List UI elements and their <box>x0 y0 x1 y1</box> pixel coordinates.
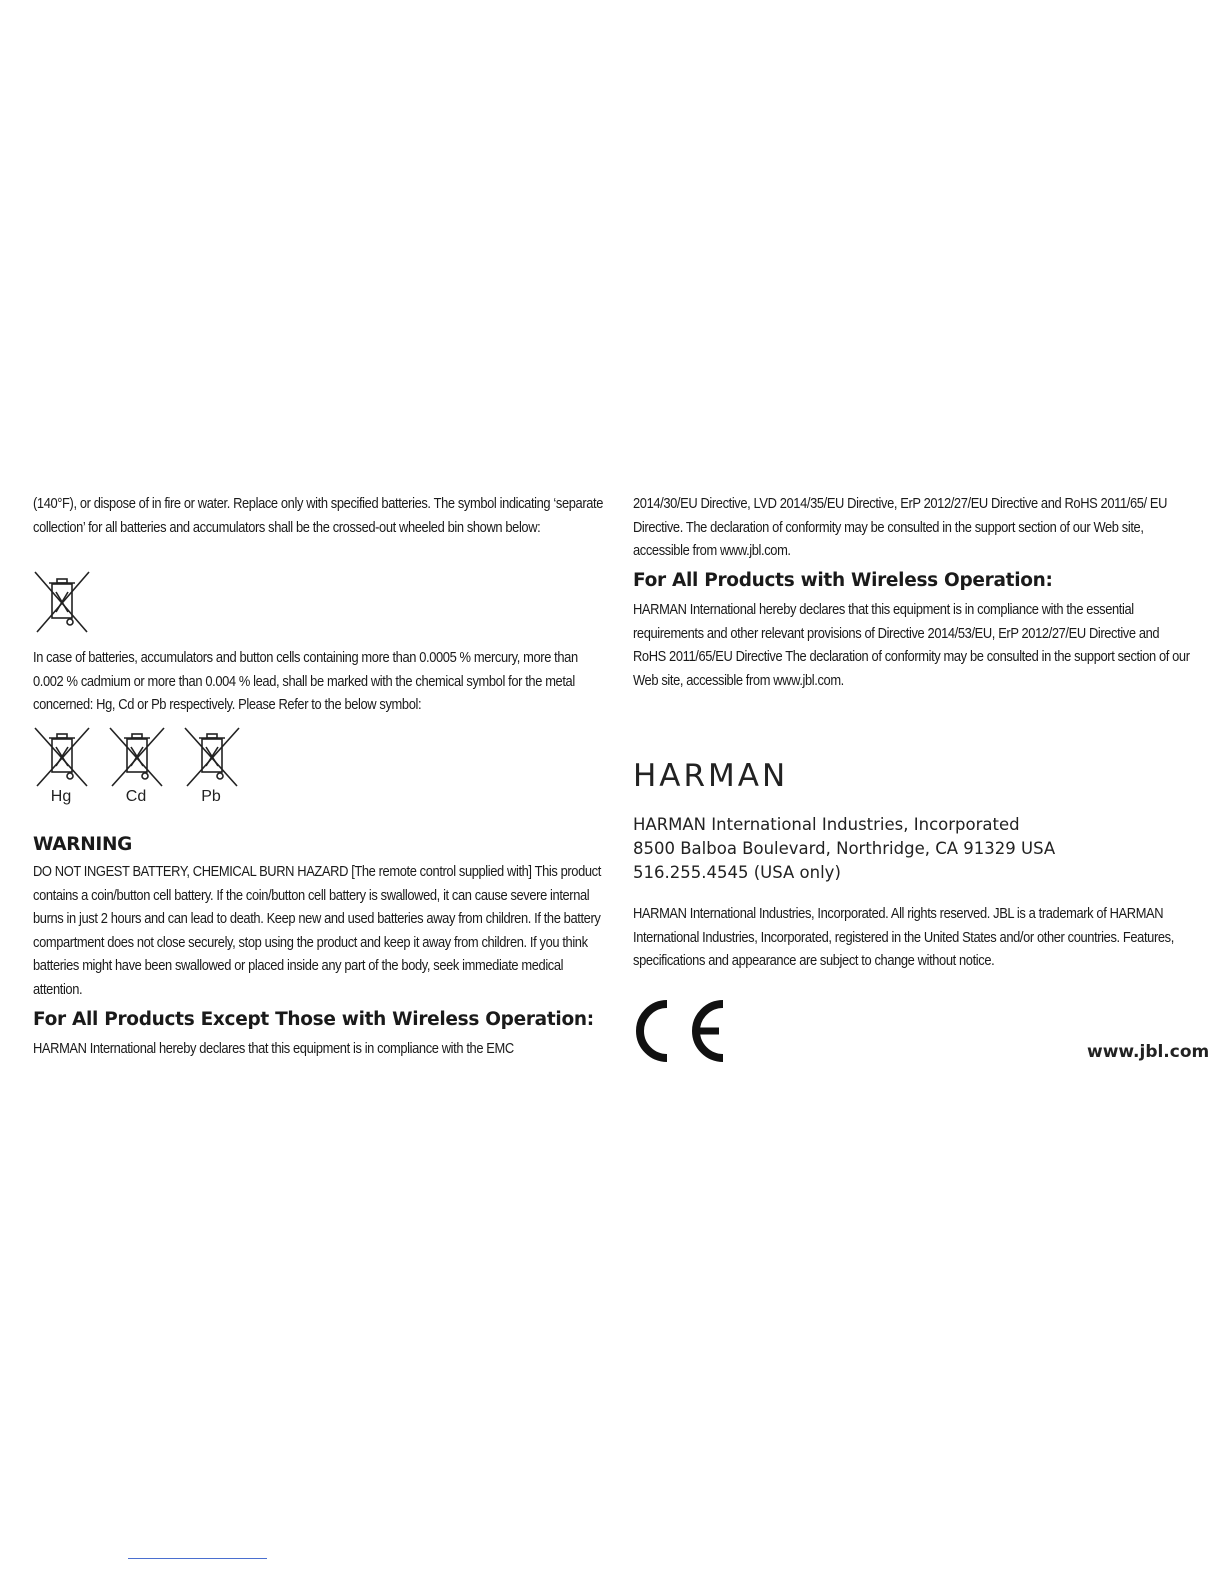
warning-heading: WARNING <box>33 834 133 855</box>
bin-pb <box>183 726 239 806</box>
chemical-symbol-text: In case of batteries, accumulators and button cells containing more than 0.0005 % mercury, more than 0.002 % cadmium or more than 0.004 % lead, shall be marked with the chemical symbol for the metal concerned: Hg, Cd or Pb respectively. Please Refer to the below symbol: <box>33 649 578 713</box>
rights-text: HARMAN International Industries, Incorporated. All rights reserved. JBL is a trademark of HARMAN International Industries, Incorporated, registered in the United States and/or other countries. Features, specifications and appearance are subject to change without notice. <box>633 905 1174 969</box>
warning-text: DO NOT INGEST BATTERY, CHEMICAL BURN HAZARD [The remote control supplied with] This product contains a coin/button cell battery. If the coin/button cell battery is swallowed, it can cause severe internal burns in just 2 hours and can lead to death. Keep new and used batteries away from children. If the battery compartment does not close securely, stop using the product and keep it away from children. If you think batteries might have been swallowed or placed inside any part of the body, seek immediate medical attention. <box>33 863 601 998</box>
bin-cd <box>108 726 164 806</box>
company-name: HARMAN International Industries, Incorporated <box>633 815 1020 834</box>
bin-label-pb: Pb <box>201 788 221 805</box>
wheeled-bin-icon <box>33 570 91 641</box>
phone-number: 516.255.4545 (USA only) <box>633 863 841 882</box>
except-wireless-heading: For All Products Except Those with Wireless Operation: <box>33 1009 594 1030</box>
wireless-heading: For All Products with Wireless Operation: <box>633 570 1053 591</box>
ce-mark-icon <box>633 996 733 1071</box>
wheeled-bin-icon <box>108 726 166 790</box>
except-wireless-text: HARMAN International hereby declares that this equipment is in compliance with the EMC <box>33 1040 514 1057</box>
wheeled-bin-icon <box>33 726 91 790</box>
bin-hg <box>33 726 89 806</box>
website-link[interactable]: www.jbl.com <box>1087 1042 1210 1062</box>
wheeled-bin-icon <box>183 726 241 790</box>
street-address: 8500 Balboa Boulevard, Northridge, CA 91329 USA <box>633 839 1056 858</box>
bin-label-cd: Cd <box>125 788 147 805</box>
harman-logo: HARMAN <box>633 758 789 794</box>
wireless-text: HARMAN International hereby declares that this equipment is in compliance with the essential requirements and other relevant provisions of Directive 2014/53/EU, ErP 2012/27/EU Directive and RoHS 2011/65/EU Directive The declaration of conformity may be consulted in the support section of our Web site, accessible from www.jbl.com. <box>633 601 1190 689</box>
bin-label-hg: Hg <box>50 788 72 805</box>
directive-text: 2014/30/EU Directive, LVD 2014/35/EU Directive, ErP 2012/27/EU Directive and RoHS 2011/65/ EU Directive. The declaration of conformity may be consulted in the support section of our Web site, accessible from www.jbl.com. <box>633 495 1168 559</box>
company-address <box>633 813 1055 885</box>
footer-divider <box>128 1558 267 1559</box>
chemical-bin-icons <box>33 726 239 806</box>
battery-disposal-text: (140°F), or dispose of in fire or water. Replace only with specified batteries. The symbol indicating ‘separate collection’ for all batteries and accumulators shall be the crossed-out wheeled bin shown below: <box>33 495 604 536</box>
